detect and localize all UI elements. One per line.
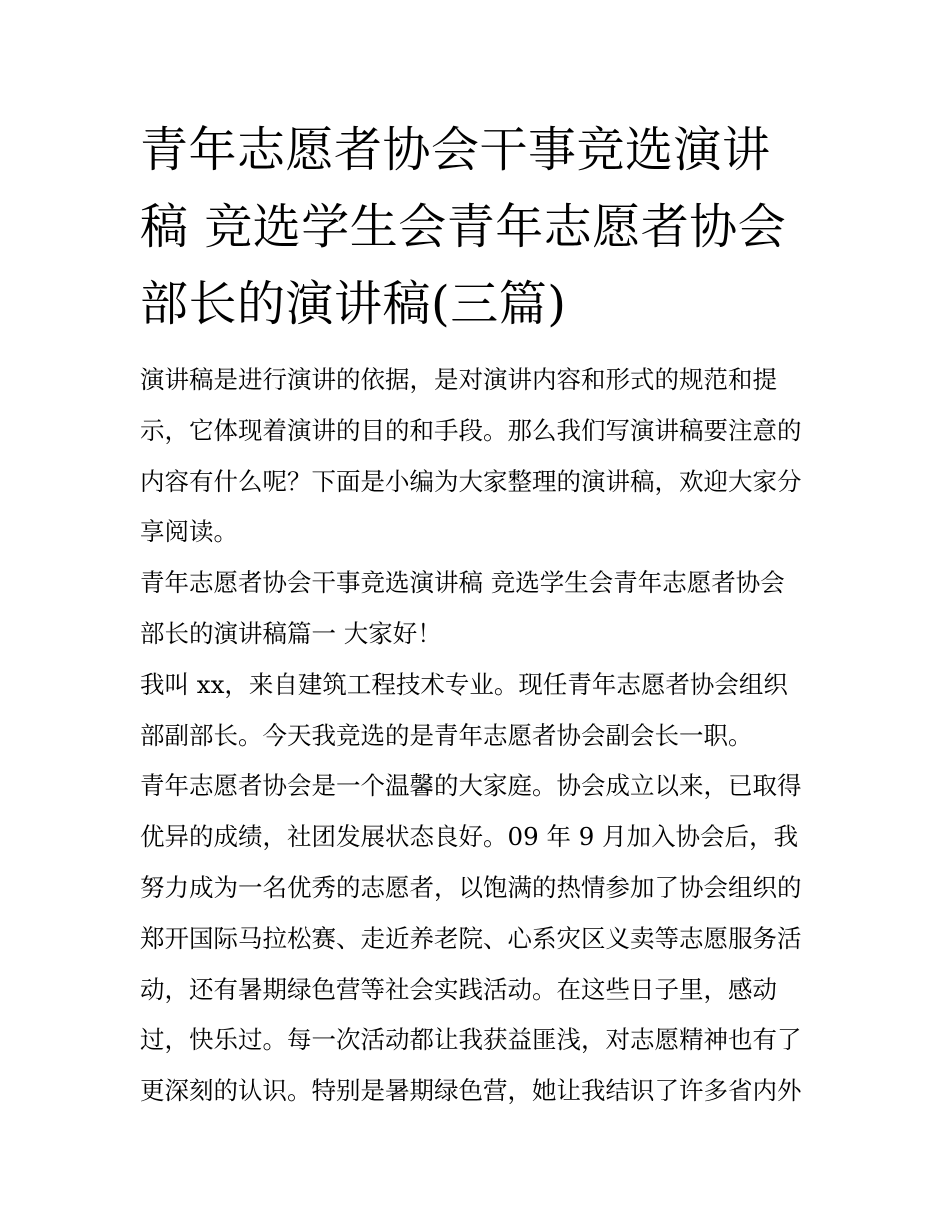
document-title: 青年志愿者协会干事竞选演讲 稿 竞选学生会青年志愿者协会 部长的演讲稿(三篇) — [140, 122, 787, 332]
paragraph-speech-heading: 青年志愿者协会干事竞选演讲稿 竞选学生会青年志愿者协会 部长的演讲稿篇一 大家好！ — [140, 568, 785, 648]
document-body — [140, 355, 820, 1117]
paragraph-association-experience: 青年志愿者协会是一个温馨的大家庭。协会成立以来，已取得 优异的成绩，社团发展状态良好。09 年 9 月加入协会后，我 努力成为一名优秀的志愿者，以饱满的热情参加了协会组织的 郑开国际马拉松赛、走近养老院、心系灾区义卖等志愿服务活 动，还有暑期绿色营等社会实践活动。在这些日子里，感动 过，快乐过。每一次活动都让我获益匪浅，对志愿精神也有了 更深刻的认识。特别是暑期绿色营，她让我结识了许多省内外 — [140, 771, 802, 1106]
paragraph-intro: 演讲稿是进行演讲的依据，是对演讲内容和形式的规范和提 示，它体现着演讲的目的和手段。那么我们写演讲稿要注意的 内容有什么呢？下面是小编为大家整理的演讲稿，欢迎大家分 享阅读。 — [140, 365, 802, 547]
paragraph-self-introduction: 我叫 xx，来自建筑工程技术专业。现任青年志愿者协会组织 部副部长。今天我竞选的是青年志愿者协会副会长一职。 — [140, 669, 788, 750]
